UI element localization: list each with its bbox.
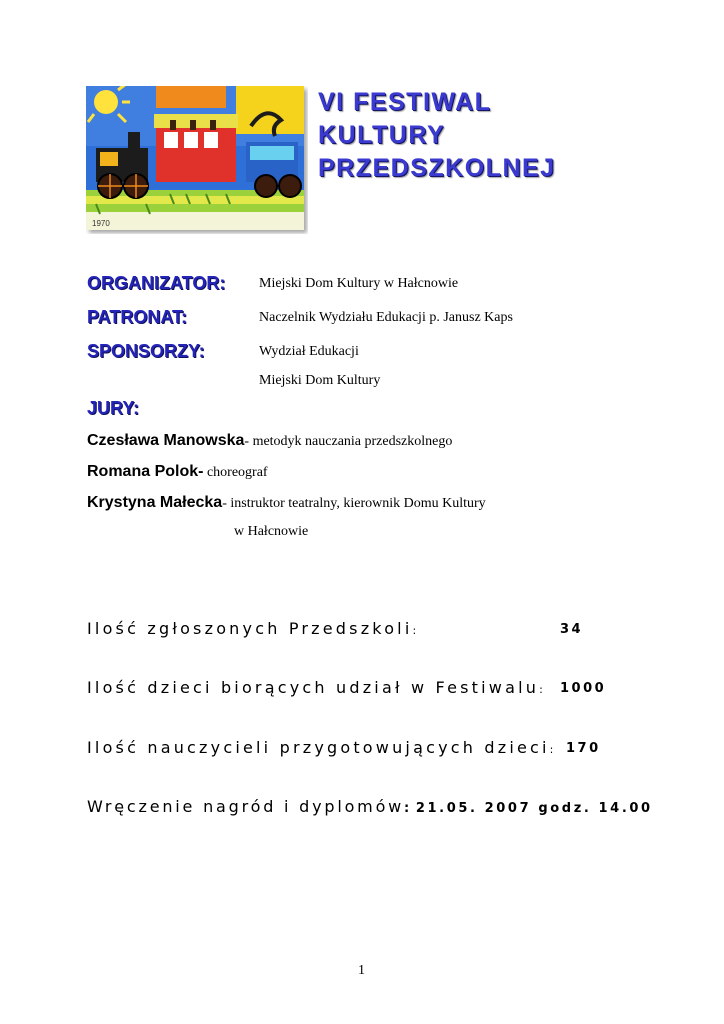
stat-value: 1000 [560, 681, 607, 696]
stat-row-children [87, 678, 546, 698]
jury-member [87, 463, 268, 481]
jury-member-role: - instruktor teatralny, kierownik Domu Kultury [222, 496, 486, 511]
stat-value: 170 [566, 741, 601, 756]
page-number: 1 [358, 963, 365, 978]
children-drawing-image [86, 86, 308, 234]
jury-member-name: Krystyna Małecka [87, 494, 223, 511]
title-line-1: VI FESTIWAL [318, 88, 492, 116]
award-colon: : [404, 801, 412, 816]
jury-member [87, 432, 452, 450]
sponsor-item: Wydział Edukacji [259, 344, 359, 359]
award-row [87, 797, 653, 817]
jury-role-continuation: w Hałcnowie [234, 524, 309, 539]
stat-colon: : [412, 624, 420, 637]
patron-label: PATRONAT: [87, 307, 187, 327]
organizer-label: ORGANIZATOR: [87, 273, 226, 293]
sponsors-label: SPONSORZY: [87, 341, 205, 361]
stat-row-teachers [87, 738, 557, 758]
award-value: 21.05. 2007 godz. 14.00 [415, 801, 653, 816]
stat-label: Ilość nauczycieli przygotowujących dzieci [87, 738, 550, 757]
drawing-signature: 1970 [92, 219, 110, 228]
stat-label: Ilość zgłoszonych Przedszkoli [87, 619, 413, 638]
title-line-3: PRZEDSZKOLNEJ [318, 154, 556, 182]
jury-member-name: Czesława Manowska [87, 432, 245, 449]
stat-colon: : [549, 743, 557, 756]
organizer-value: Miejski Dom Kultury w Hałcnowie [259, 276, 459, 291]
jury-member-role: - metodyk nauczania przedszkolnego [244, 434, 453, 449]
award-label: Wręczenie nagród i dyplomów [87, 797, 405, 816]
jury-label: JURY: [87, 398, 140, 418]
stat-value: 34 [560, 622, 584, 637]
stat-row-kindergartens [87, 619, 419, 639]
jury-member [87, 494, 486, 512]
title-line-2: KULTURY [318, 121, 446, 149]
patron-value: Naczelnik Wydziału Edukacji p. Janusz Kaps [259, 310, 513, 325]
sponsor-item: Miejski Dom Kultury [259, 373, 381, 388]
jury-member-role: choreograf [203, 465, 268, 480]
stat-label: Ilość dzieci biorących udział w Festiwalu [87, 678, 540, 697]
jury-member-name: Romana Polok- [87, 463, 204, 480]
stat-colon: : [539, 683, 546, 696]
